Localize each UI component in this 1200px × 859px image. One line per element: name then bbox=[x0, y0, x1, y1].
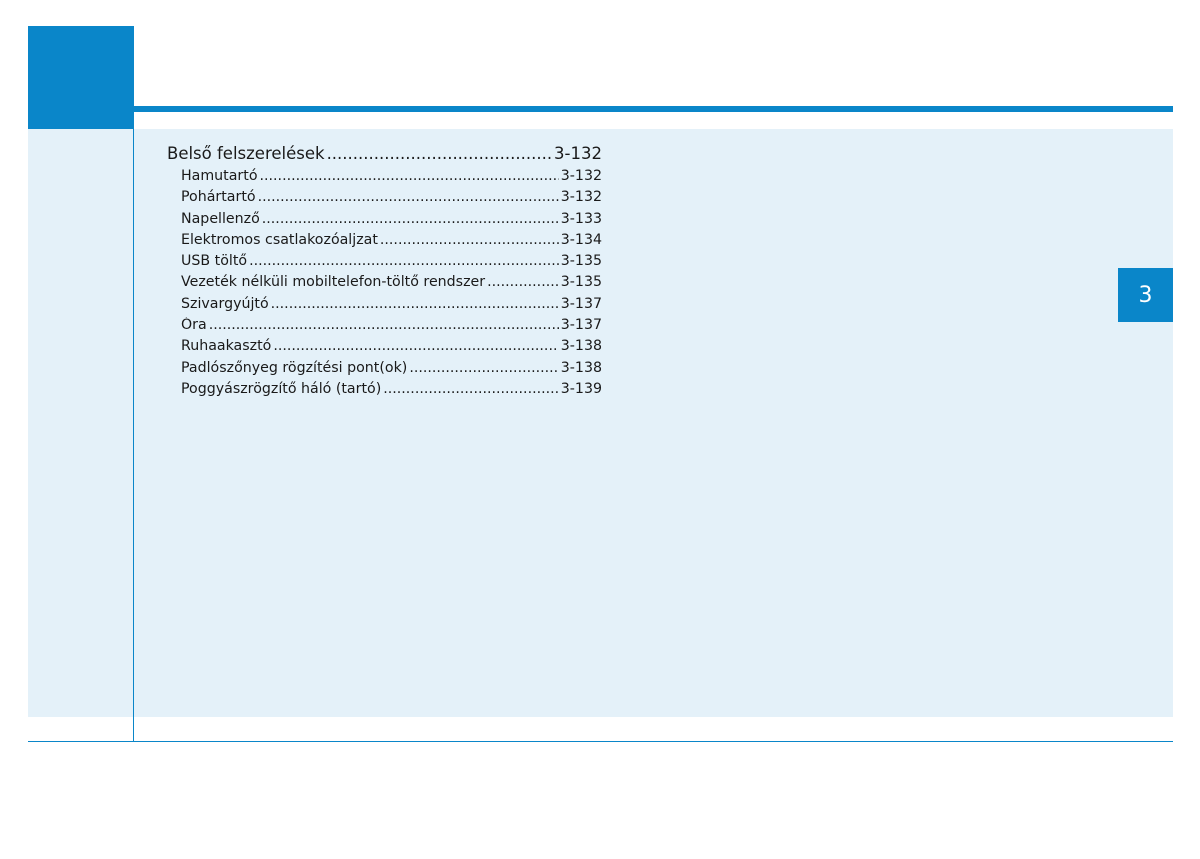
header-rule bbox=[134, 106, 1173, 112]
toc-entry[interactable] bbox=[167, 168, 602, 189]
toc-entry-label: Szivargyújtó bbox=[181, 295, 269, 312]
toc-leader bbox=[409, 360, 558, 376]
toc-entry-label: Óra bbox=[181, 317, 207, 334]
toc-leader bbox=[249, 253, 559, 269]
table-of-contents bbox=[167, 144, 602, 402]
toc-entry-page: 3-138 bbox=[560, 338, 602, 355]
toc-section-page: 3-132 bbox=[554, 144, 602, 163]
toc-entry[interactable] bbox=[167, 211, 602, 232]
toc-entry[interactable] bbox=[167, 338, 602, 359]
toc-entry-label: Poggyászrögzítő háló (tartó) bbox=[181, 380, 382, 397]
toc-entry[interactable] bbox=[167, 360, 602, 381]
toc-leader bbox=[271, 296, 559, 312]
toc-leader bbox=[383, 381, 559, 397]
toc-section-label: Belső felszerelések bbox=[167, 144, 325, 163]
toc-entry-label: Vezeték nélküli mobiltelefon-töltő rendszer bbox=[181, 274, 486, 291]
toc-entry-page: 3-137 bbox=[560, 295, 602, 312]
toc-leader bbox=[209, 317, 559, 333]
chapter-number: 3 bbox=[1138, 282, 1153, 308]
toc-leader bbox=[327, 144, 552, 163]
toc-entry-page: 3-137 bbox=[560, 317, 602, 334]
toc-entry-label: Napellenző bbox=[181, 210, 260, 227]
toc-entry-label: Hamutartó bbox=[181, 168, 258, 184]
toc-leader bbox=[380, 232, 559, 248]
toc-entry[interactable] bbox=[167, 317, 602, 338]
toc-section-entry[interactable] bbox=[167, 144, 602, 168]
toc-leader bbox=[487, 274, 559, 290]
toc-entry-page: 3-138 bbox=[560, 359, 602, 376]
chapter-tab[interactable] bbox=[1118, 268, 1173, 322]
toc-entry-page: 3-133 bbox=[560, 210, 602, 227]
toc-entry-page: 3-135 bbox=[560, 253, 602, 270]
toc-entry-label: Ruhaakasztó bbox=[181, 338, 272, 355]
toc-leader bbox=[262, 211, 559, 227]
toc-entry[interactable] bbox=[167, 189, 602, 210]
toc-entry-page: 3-139 bbox=[560, 380, 602, 397]
toc-entry-page: 3-135 bbox=[560, 274, 602, 291]
toc-entry[interactable] bbox=[167, 274, 602, 295]
toc-leader bbox=[273, 338, 558, 354]
toc-entry-page: 3-134 bbox=[560, 231, 602, 248]
toc-entry[interactable] bbox=[167, 232, 602, 253]
toc-leader bbox=[260, 168, 559, 184]
toc-entry-label: Elektromos csatlakozóaljzat bbox=[181, 231, 378, 248]
toc-entry[interactable] bbox=[167, 296, 602, 317]
toc-entry-label: Pohártartó bbox=[181, 189, 256, 206]
toc-entry[interactable] bbox=[167, 381, 602, 402]
toc-entry-page: 3-132 bbox=[560, 168, 602, 184]
toc-entry-label: Padlószőnyeg rögzítési pont(ok) bbox=[181, 359, 408, 376]
toc-entry[interactable] bbox=[167, 253, 602, 274]
toc-entry-label: USB töltő bbox=[181, 253, 248, 270]
corner-block bbox=[28, 26, 134, 129]
toc-entry-page: 3-132 bbox=[560, 189, 602, 206]
footer-rule bbox=[28, 741, 1173, 742]
margin-rule bbox=[133, 112, 134, 742]
toc-leader bbox=[258, 189, 559, 205]
